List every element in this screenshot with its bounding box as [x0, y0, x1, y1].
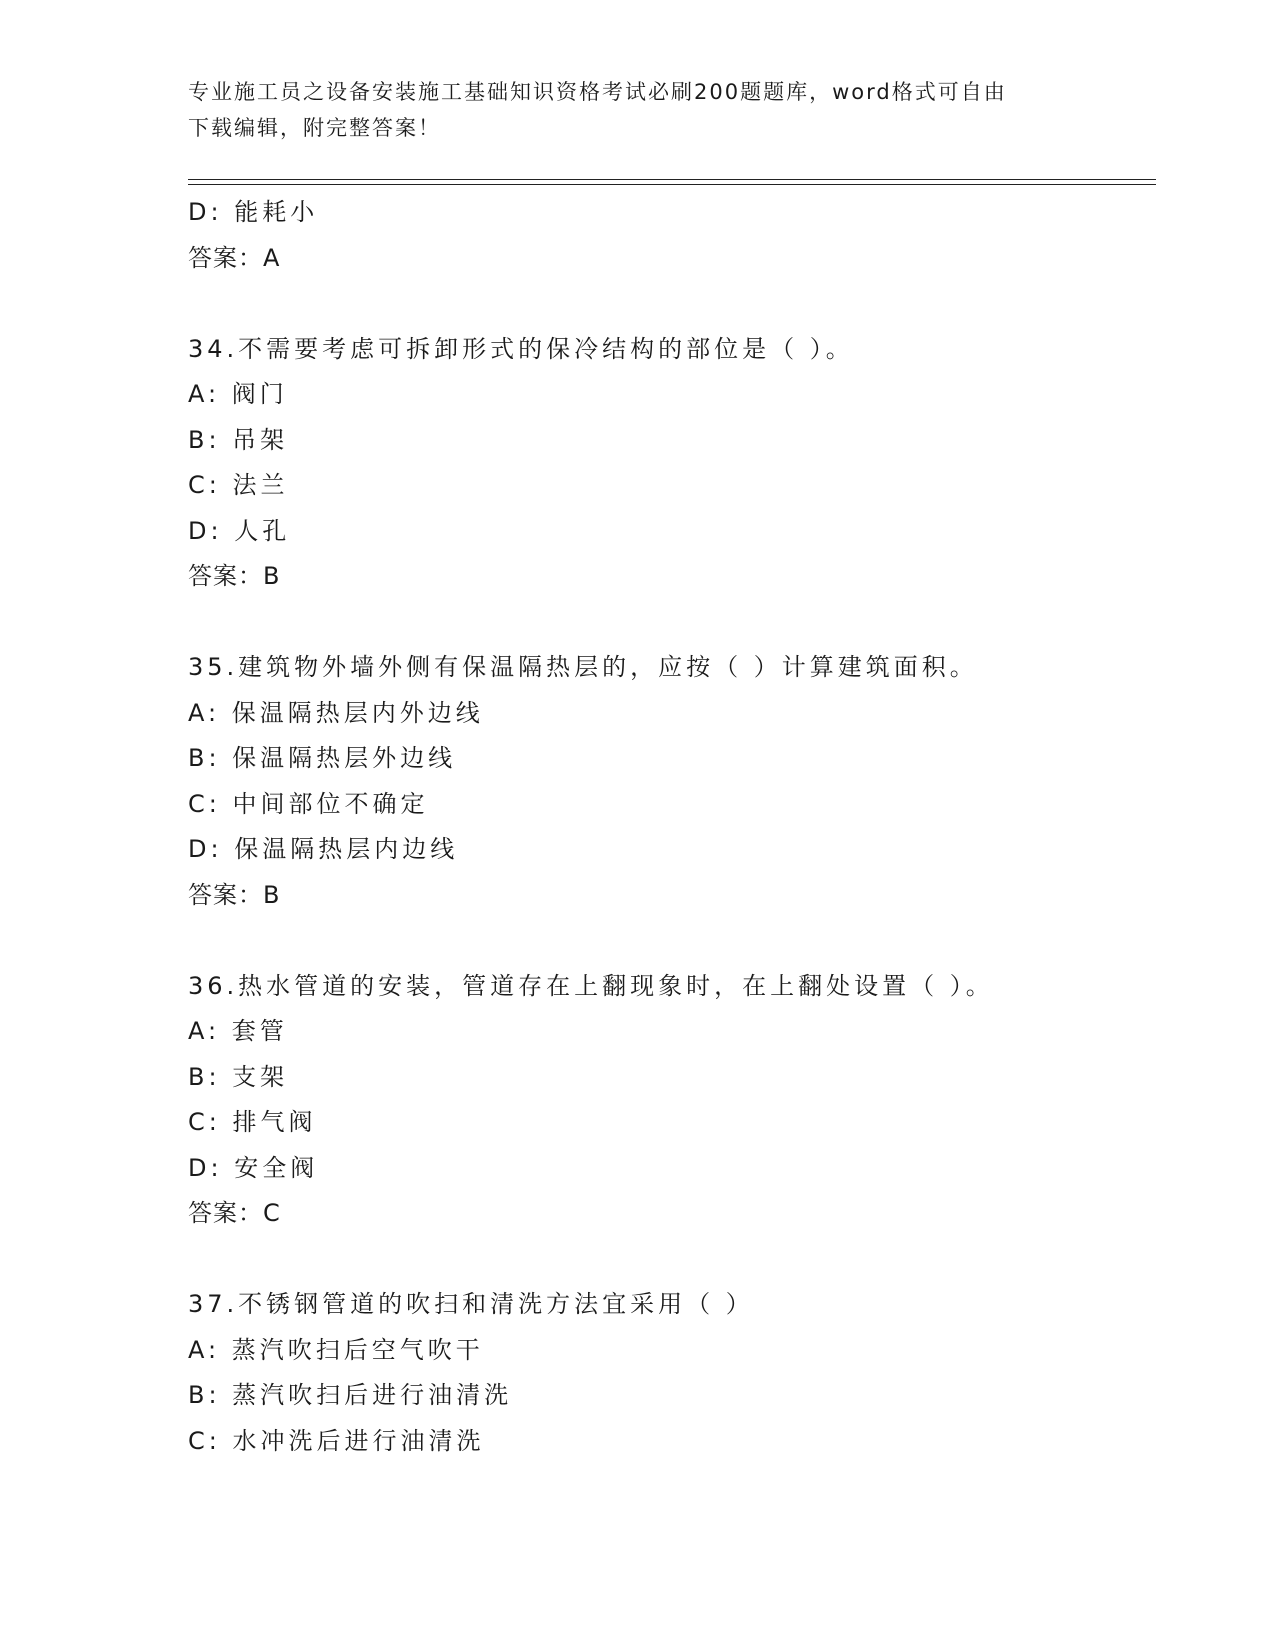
header-title-line-2: 下载编辑，附完整答案！	[188, 116, 441, 140]
option-line: D: 保温隔热层内边线	[188, 835, 459, 863]
option-line: A: 阀门	[188, 380, 288, 408]
header-divider-top	[188, 179, 1156, 180]
answer-line: 答案：B	[188, 562, 281, 590]
spacer	[188, 281, 1156, 327]
option-line: D: 安全阀	[188, 1153, 319, 1182]
option-line: C: 水冲洗后进行油清洗	[188, 1426, 485, 1455]
spacer	[188, 1237, 1156, 1283]
answer-line: 答案：B	[188, 880, 281, 909]
question-text: 37.不锈钢管道的吹扫和清洗方法宜采用（ ）	[188, 1290, 754, 1318]
option-line: D: 人孔	[188, 516, 291, 545]
option-line: B: 蒸汽吹扫后进行油清洗	[188, 1381, 513, 1409]
question-list	[188, 190, 1156, 1464]
option-line: D: 能耗小	[188, 198, 319, 226]
option-line: A: 套管	[188, 1017, 288, 1045]
option-line: C: 法兰	[188, 471, 289, 499]
spacer	[188, 918, 1156, 964]
header-divider-bottom	[188, 184, 1156, 185]
option-line: A: 保温隔热层内外边线	[188, 698, 484, 727]
question-text: 36.热水管道的安装，管道存在上翻现象时，在上翻处设置（ ）。	[188, 971, 994, 1000]
option-line: C: 中间部位不确定	[188, 789, 429, 818]
page-header	[188, 74, 1068, 146]
option-line: B: 吊架	[188, 425, 289, 454]
option-line: B: 支架	[188, 1062, 289, 1091]
spacer	[188, 600, 1156, 646]
option-line: C: 排气阀	[188, 1108, 317, 1136]
question-text: 35.建筑物外墙外侧有保温隔热层的，应按（ ）计算建筑面积。	[188, 653, 978, 681]
answer-line: 答案：C	[188, 1199, 281, 1227]
header-title-line-1: 专业施工员之设备安装施工基础知识资格考试必刷200题题库，word格式可自由	[188, 80, 1007, 104]
option-line: B: 保温隔热层外边线	[188, 744, 457, 772]
answer-line: 答案：A	[188, 243, 281, 272]
option-line: A: 蒸汽吹扫后空气吹干	[188, 1335, 484, 1364]
question-text: 34.不需要考虑可拆卸形式的保冷结构的部位是（ ）。	[188, 334, 854, 363]
